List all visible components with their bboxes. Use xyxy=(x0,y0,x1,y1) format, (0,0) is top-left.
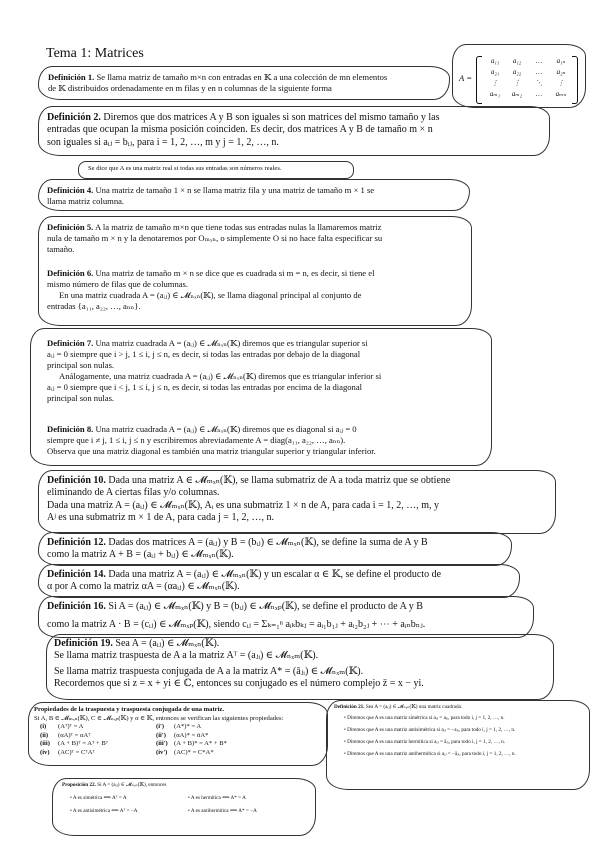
def16-label: Definición 16. xyxy=(47,601,106,612)
props-block xyxy=(34,706,324,758)
def1-block xyxy=(48,72,448,94)
def8-line3: Observa que una matriz diagonal es también una matriz triangular superior y triangular inferior. xyxy=(47,446,376,456)
matrix-cell: ⋮ xyxy=(557,79,565,87)
prop-index: (i') xyxy=(156,723,165,731)
note-real: Se dice que A es una matriz real si todas sus entradas son números reales. xyxy=(88,165,282,172)
def6-line2: mismo número de filas que de columnas. xyxy=(47,279,189,289)
prop22-item: • A es hermítica ⟺ A* = A xyxy=(188,795,246,801)
matrix-cell: ⋮ xyxy=(491,79,499,87)
prop22-intro: Si A = (aᵢⱼ) ∈ 𝓜ₙₓₙ(𝕂), entonces xyxy=(97,782,167,788)
def4-block xyxy=(47,185,467,207)
prop-index: (iii) xyxy=(40,740,50,748)
prop-formula: (A + B)ᵀ = Aᵀ + Bᵀ xyxy=(58,740,109,748)
props-grid xyxy=(40,723,324,757)
prop-formula: (A*)* = A xyxy=(174,723,202,731)
def6-line1: Una matriz de tamaño m × n se dice que es cuadrada si m = n, es decir, si tiene el xyxy=(95,268,375,278)
matrix-cell: ⋱ xyxy=(535,79,543,87)
def14-label: Definición 14. xyxy=(47,569,106,580)
prop22-item: • A es antihermítica ⟺ A* = −A xyxy=(188,808,257,814)
matrix-cell: aₘₙ xyxy=(555,90,567,98)
matrix-lhs: A = xyxy=(459,73,473,83)
prop-index: (iv') xyxy=(156,748,168,756)
def21-block xyxy=(334,704,584,763)
prop-index: (iv) xyxy=(40,748,50,756)
matrix-cell: … xyxy=(535,57,543,65)
prop-index: (iii') xyxy=(156,740,168,748)
matrix-display xyxy=(476,56,578,104)
def12-line2: como la matriz A + B = (aᵢⱼ + bᵢⱼ) ∈ 𝓜ₘₓₙ(𝕂). xyxy=(47,549,234,561)
def6-block xyxy=(47,268,467,312)
matrix-cell: … xyxy=(535,68,543,76)
def14-line2: α por A como la matriz αA = (αaᵢⱼ) ∈ 𝓜ₘₓₙ(𝕂). xyxy=(47,581,240,593)
prop-formula: (A + B)* = A* + B* xyxy=(174,740,227,748)
def7-line5: aᵢⱼ = 0 siempre que i < j, 1 ≤ i, j ≤ n, es decir, si todas las entradas por encima de la diagonal xyxy=(47,382,363,392)
def8-line2: siempre que i ≠ j, 1 ≤ i, j ≤ n y escribiremos abreviadamente A = diag(a₁₁, a₂₂, …, aₙₙ). xyxy=(47,435,346,445)
def19-line1: Sea A = (aᵢⱼ) ∈ 𝓜ₘₓₙ(𝕂). xyxy=(115,638,220,649)
matrix-cell: a₁₂ xyxy=(512,57,522,65)
prop22-grid xyxy=(62,795,312,815)
def2-label: Definición 2. xyxy=(47,112,101,123)
def7-line4: Análogamente, una matriz cuadrada A = (aᵢⱼ) ∈ 𝓜ₙₓₙ(𝕂) diremos que es triangular inferior si xyxy=(59,371,382,381)
def12-line1: Dadas dos matrices A = (aᵢⱼ) y B = (bᵢⱼ) ∈ 𝓜ₘₓₙ(𝕂), se define la suma de A y B xyxy=(108,537,428,548)
def19-block xyxy=(54,638,549,691)
def7-line2: aᵢⱼ = 0 siempre que i > j, 1 ≤ i, j ≤ n, es decir, si todas las entradas por debajo de la diagonal xyxy=(47,349,361,359)
def7-block xyxy=(47,338,487,404)
def2-line1: Diremos que dos matrices A y B son iguales si son matrices del mismo tamaño y las xyxy=(103,112,440,123)
props-intro: Si A, B ∈ 𝓜ₘₓₙ(𝕂), C ∈ 𝓜ₙₓₚ(𝕂) y α ∈ 𝕂, entonces se verifican las siguientes propiedades: xyxy=(34,714,284,722)
def21-item: • Diremos que A es una matriz antihermítica si aᵢⱼ = −āⱼᵢ, para todo i, j = 1, 2, …, n. xyxy=(344,751,584,758)
matrix-cell: ⋮ xyxy=(513,79,521,87)
def4-label: Definición 4. xyxy=(47,185,94,195)
def7-line3: principal son nulas. xyxy=(47,360,115,370)
matrix-cell: … xyxy=(535,90,543,98)
prop-index: (i) xyxy=(40,723,47,731)
def5-line3: tamaño. xyxy=(47,244,75,254)
prop22-item: • A es antisimétrica ⟺ Aᵀ = −A xyxy=(70,808,138,814)
def6-line4: entradas {a₁₁, a₂₂, …, aₙₙ}. xyxy=(47,301,141,311)
def14-block xyxy=(47,569,517,594)
prop-formula: (AC)* = C*A* xyxy=(174,748,214,756)
def4-line2: llama matriz columna. xyxy=(47,196,125,206)
def7-line6: principal son nulas. xyxy=(47,393,115,403)
prop-formula: (Aᵀ)ᵀ = A xyxy=(58,723,84,731)
matrix-cell: aₘ₂ xyxy=(511,90,523,98)
def6-line3: En una matriz cuadrada A = (aᵢⱼ) ∈ 𝓜ₙₓₙ(𝕂), se llama diagonal principal al conjunto de xyxy=(59,290,362,300)
def19-line2: Se llama matriz traspuesta de A a la matriz Aᵀ = (aⱼᵢ) ∈ 𝓜ₙₓₘ(𝕂). xyxy=(54,650,319,662)
def16-block xyxy=(47,601,532,632)
def12-label: Definición 12. xyxy=(47,537,106,548)
def1-line2: de 𝕂 distribuidos ordenadamente en m filas y en n columnas de la siguiente forma xyxy=(48,83,332,93)
def2-line3: son iguales si aᵢⱼ = bᵢⱼ, para i = 1, 2, …, m y j = 1, 2, …, n. xyxy=(47,136,279,148)
def10-label: Definición 10. xyxy=(47,475,106,486)
def19-line4: Recordemos que si z = x + yi ∈ ℂ, entonces su conjugado es el número complejo z̄ = x − yi. xyxy=(54,678,424,690)
def5-line1: A la matriz de tamaño m×n que tiene todas sus entradas nulas la llamaremos matriz xyxy=(95,222,382,232)
prop-formula: (αA)* = ᾱA* xyxy=(174,731,209,739)
matrix-grid xyxy=(484,57,572,99)
def16-line2: como la matriz A · B = (cᵢⱼ) ∈ 𝓜ₘₓₚ(𝕂), siendo cᵢⱼ = Σₖ₌₁ⁿ aᵢₖbₖⱼ = aᵢ₁b₁ⱼ + aᵢ₂b₂ⱼ + ⋯ + aᵢₙbₙⱼ. xyxy=(47,619,426,631)
def8-line1: Una matriz cuadrada A = (aᵢⱼ) ∈ 𝓜ₙₓₙ(𝕂) diremos que es diagonal si aᵢⱼ = 0 xyxy=(95,424,357,434)
def5-label: Definición 5. xyxy=(47,222,94,232)
def10-line4: Aʲ es una submatriz m × 1 de A, para cada j = 1, 2, …, n. xyxy=(47,512,274,524)
def12-block xyxy=(47,537,507,562)
def6-label: Definición 6. xyxy=(47,268,94,278)
def14-line1: Dada una matriz A = (aᵢⱼ) ∈ 𝓜ₘₓₙ(𝕂) y un escalar α ∈ 𝕂, se define el producto de xyxy=(108,569,442,580)
prop-index: (ii') xyxy=(156,731,166,739)
def10-block xyxy=(47,475,547,525)
prop22-label: Proposición 22. xyxy=(62,782,96,788)
def2-line2: entradas que ocupan la misma posición coinciden. Es decir, dos matrices A y B de tamaño m × n xyxy=(47,124,433,136)
def21-item: • Diremos que A es una matriz hermítica si aᵢⱼ = āⱼᵢ, para todo i, j = 1, 2, …, n. xyxy=(344,739,584,746)
def2-block xyxy=(47,112,547,149)
matrix-cell: a₁₁ xyxy=(490,57,500,65)
prop22-item: • A es simétrica ⟺ Aᵀ = A xyxy=(70,795,127,801)
def5-block xyxy=(47,222,467,255)
matrix-cell: a₂ₙ xyxy=(556,68,566,76)
def10-line3: Dada una matriz A = (aᵢⱼ) ∈ 𝓜ₘₓₙ(𝕂), Aᵢ es una submatriz 1 × n de A, para cada i = 1, 2, …, m, y xyxy=(47,499,440,511)
def7-label: Definición 7. xyxy=(47,338,94,348)
right-bracket xyxy=(572,56,578,104)
def5-line2: nula de tamaño m × n y la denotaremos por Oₘₓₙ, o simplemente O si no hace falta especificar su xyxy=(47,233,383,243)
def8-block xyxy=(47,424,487,457)
def4-line1: Una matriz de tamaño 1 × n se llama matriz fila y una matriz de tamaño m × 1 se xyxy=(95,185,375,195)
prop-index: (ii) xyxy=(40,731,49,739)
def7-line1: Una matriz cuadrada A = (aᵢⱼ) ∈ 𝓜ₙₓₙ(𝕂) diremos que es triangular superior si xyxy=(95,338,368,348)
prop-formula: (AC)ᵀ = CᵀAᵀ xyxy=(58,748,95,756)
def21-list xyxy=(334,715,584,758)
def21-item: • Diremos que A es una matriz antisimétrica si aᵢⱼ = −aⱼᵢ, para todo i, j = 1, 2, …, n. xyxy=(344,727,584,734)
prop22-block xyxy=(62,782,312,815)
def8-label: Definición 8. xyxy=(47,424,94,434)
def10-line2: eliminando de A ciertas filas y/o columnas. xyxy=(47,487,220,499)
def16-line1: Si A = (aᵢⱼ) ∈ 𝓜ₘₓₙ(𝕂) y B = (bᵢⱼ) ∈ 𝓜ₙₓₚ(𝕂), se define el producto de A y B xyxy=(108,601,423,612)
def19-label: Definición 19. xyxy=(54,638,113,649)
def10-line1: Dada una matriz A ∈ 𝓜ₘₓₙ(𝕂), se llama submatriz de A a toda matriz que se obtiene xyxy=(108,475,451,486)
prop-formula: (αA)ᵀ = αAᵀ xyxy=(58,731,91,739)
matrix-cell: a₁ₙ xyxy=(556,57,566,65)
def21-item: • Diremos que A es una matriz simétrica si aᵢⱼ = aⱼᵢ, para todo i, j = 1, 2, …, n. xyxy=(344,715,584,722)
def1-line1: Se llama matriz de tamaño m×n con entradas en 𝕂 a una colección de mn elementos xyxy=(96,72,388,82)
props-heading: Propiedades de la traspuesta y traspuesta conjugada de una matriz. xyxy=(34,706,225,713)
def19-line3: Se llama matriz traspuesta conjugada de A a la matriz A* = (āⱼᵢ) ∈ 𝓜ₙₓₘ(𝕂). xyxy=(54,665,364,677)
matrix-cell: aₘ₁ xyxy=(489,90,501,98)
matrix-cell: a₂₂ xyxy=(512,68,522,76)
left-bracket xyxy=(476,56,482,104)
page-title: Tema 1: Matrices xyxy=(46,46,144,61)
def1-label: Definición 1. xyxy=(48,72,95,82)
def21-intro: Sea A = (aᵢⱼ) ∈ 𝓜ₙₓₙ(𝕂) una matriz cuadrada. xyxy=(365,704,463,710)
matrix-cell: a₂₁ xyxy=(490,68,500,76)
def21-label: Definición 21. xyxy=(334,704,365,710)
